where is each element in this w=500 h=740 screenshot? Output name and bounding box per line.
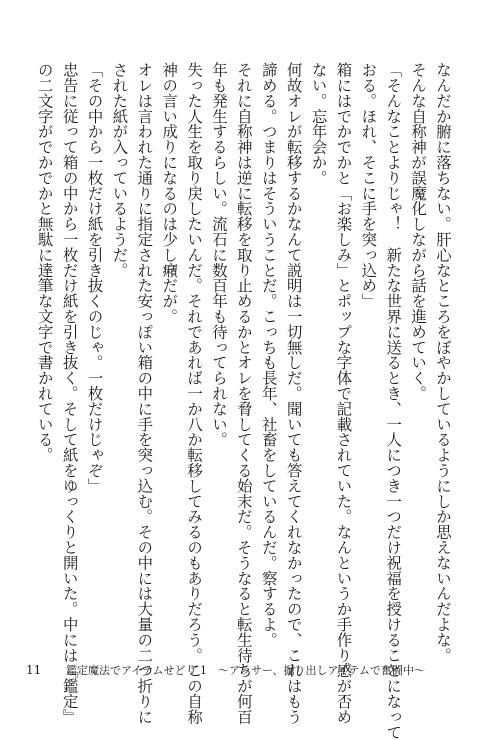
text-line: おる。ほれ、そこに手を突っ込め」 (359, 62, 378, 309)
text-line: ない。忘年会か。 (309, 62, 328, 186)
running-title: 鑑定魔法でアイテムせどり 1 ～アラサー、掘り出しアイテムで奮闘中～ (66, 664, 425, 677)
text-line: オレは言われた通りに指定された安っぽい箱の中に手を突っ込む。その中には大量の二つ折りに (135, 62, 154, 725)
text-line: 諦める。つまりはそういうことだ。こっちも長年、社畜をしているんだ。察するよ。 (259, 62, 278, 648)
text-line: 何故オレが転移するかなんて説明は一切無しだ。聞いても答えてくれなかったので、これはもう (284, 62, 303, 725)
text-line: 「そんなことよりじゃ！ 新たな世界に送るとき、一人につき一つだけ祝福を授けることになって (384, 62, 403, 740)
text-line: それに自称神は逆に転移を取り止めるかとオレを脅してくる始末だ。そうなると転生待ちが何百 (234, 62, 253, 725)
text-line: 神の言い成りになるのは少し癪だが。 (160, 62, 179, 324)
text-line: された紙が入っているようだ。 (110, 62, 129, 278)
text-line: そんな自称神が誤魔化しながら話を進めていく。 (409, 62, 428, 401)
text-line: 年も発生するらしい。流石に数百年も待ってられない。 (209, 62, 228, 447)
page-footer (26, 660, 466, 680)
page-number: 11 (26, 663, 42, 677)
text-line: の二文字がでかでかと無駄に達筆な文字で書かれている。 (35, 62, 54, 463)
text-line: 失った人生を取り戻したいんだ。それであれば一か八か転移してみるのもありだろう。この自称 (185, 62, 204, 725)
text-line: 箱にはでかでかと「お楽しみ」とポップな字体で記載されていた。なんというか手作り感が否め (334, 62, 353, 725)
text-line: 「その中から一枚だけ紙を引き抜くのじゃ。一枚だけじゃぞ」 (85, 62, 104, 494)
text-line: 忠告に従って箱の中から一枚だけ紙を引き抜く。そして紙をゆっくりと開いた。中には『鑑定』 (60, 62, 79, 725)
text-line: なんだか腑に落ちない。肝心なところをぼやかしているようにしか思えないんだよな。 (434, 62, 452, 663)
